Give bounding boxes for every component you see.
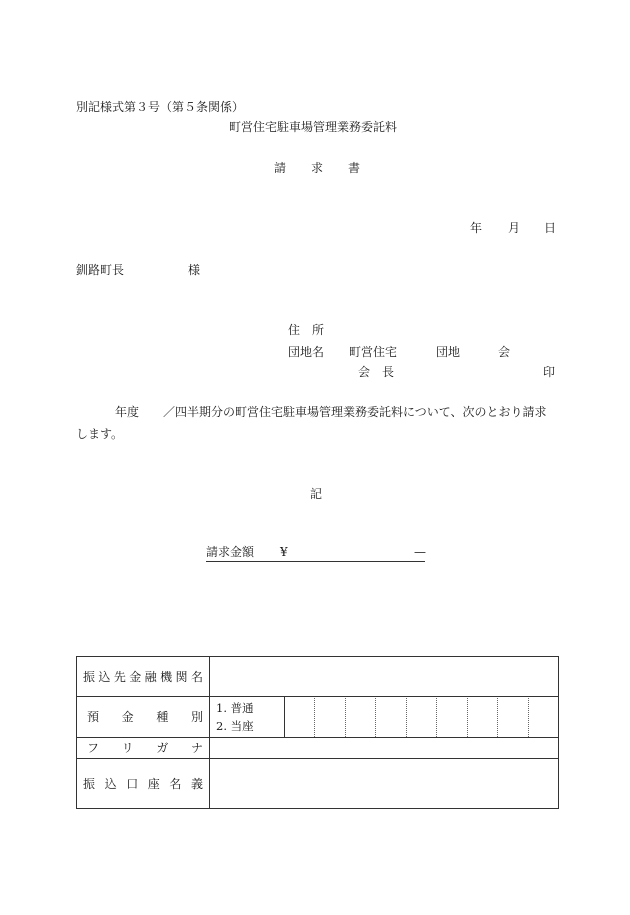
chair-label: 会 長	[358, 365, 395, 379]
body-line-2: します。	[76, 427, 124, 441]
option-current[interactable]: 2. 当座	[216, 719, 254, 733]
form-label: 別記様式第３号（第５条関係）	[76, 100, 245, 114]
label-char: 義	[190, 776, 203, 791]
label-char: 金	[121, 710, 134, 724]
table-row	[77, 657, 559, 697]
date-day: 日	[544, 221, 557, 235]
seal-mark: 印	[543, 365, 556, 379]
label-char: 融	[144, 669, 157, 684]
label-char: 名	[169, 776, 182, 791]
label-char: 別	[190, 710, 203, 724]
digit-box[interactable]	[285, 698, 314, 737]
label-char: 込	[98, 669, 111, 684]
body-line-1: ／四半期分の町営住宅駐車場管理業務委託料について、次のとおり請求	[163, 405, 547, 419]
deposit-type-options[interactable]	[210, 697, 285, 738]
group-kai: 会	[498, 345, 511, 359]
furigana-field[interactable]	[210, 738, 559, 759]
yen-sign: ¥	[280, 545, 288, 559]
bank-transfer-table	[76, 656, 559, 809]
title-char: 求	[310, 161, 323, 175]
table-row	[77, 738, 559, 759]
furigana-label-cell	[77, 738, 210, 759]
date-month: 月	[508, 221, 521, 235]
digit-box[interactable]	[497, 698, 527, 737]
group-name-label: 団地名	[288, 345, 325, 359]
digit-box[interactable]	[406, 698, 436, 737]
account-holder-label-cell	[77, 759, 210, 809]
amount-label: 請求金額	[206, 545, 255, 559]
label-char: ガ	[156, 741, 169, 755]
digit-box[interactable]	[436, 698, 466, 737]
label-char: 種	[156, 710, 169, 724]
addressee-honorific: 様	[188, 263, 201, 277]
option-ordinary[interactable]: 1. 普通	[216, 701, 254, 715]
table-row	[77, 759, 559, 809]
amount-dash: —	[414, 545, 426, 559]
label-char: 先	[113, 669, 126, 684]
label-char: 振	[83, 776, 96, 791]
account-number-field[interactable]	[285, 697, 559, 738]
label-char: 込	[104, 776, 117, 791]
digit-box[interactable]	[528, 698, 558, 737]
amount-line	[206, 546, 425, 562]
group-prefix: 町営住宅	[349, 345, 398, 359]
body-year: 年度	[115, 405, 140, 419]
label-char: ナ	[190, 741, 203, 755]
ki-heading: 記	[310, 487, 323, 501]
addressee-name: 釧路町長	[76, 263, 125, 277]
bank-name-field[interactable]	[210, 657, 559, 697]
subject-line: 町営住宅駐車場管理業務委託料	[229, 120, 398, 134]
address-label: 住 所	[288, 323, 325, 337]
table-row	[77, 697, 559, 738]
date-year: 年	[470, 221, 483, 235]
account-number-boxes	[285, 698, 558, 737]
label-char: 座	[147, 776, 160, 791]
label-char: 名	[190, 669, 203, 684]
group-danchi: 団地	[436, 345, 461, 359]
title-char: 書	[347, 161, 360, 175]
digit-box[interactable]	[467, 698, 497, 737]
digit-box[interactable]	[375, 698, 405, 737]
label-char: 振	[83, 669, 96, 684]
label-char: リ	[121, 741, 134, 755]
digit-box[interactable]	[345, 698, 375, 737]
label-char: 金	[129, 669, 142, 684]
label-char: フ	[87, 741, 100, 755]
title-char: 請	[274, 161, 287, 175]
account-holder-field[interactable]	[210, 759, 559, 809]
label-char: 預	[87, 710, 100, 724]
bank-name-label-cell	[77, 657, 210, 697]
document-title	[274, 162, 360, 174]
label-char: 関	[175, 669, 188, 684]
label-char: 口	[126, 776, 139, 791]
deposit-type-label-cell	[77, 697, 210, 738]
digit-box[interactable]	[314, 698, 344, 737]
label-char: 機	[160, 669, 173, 684]
